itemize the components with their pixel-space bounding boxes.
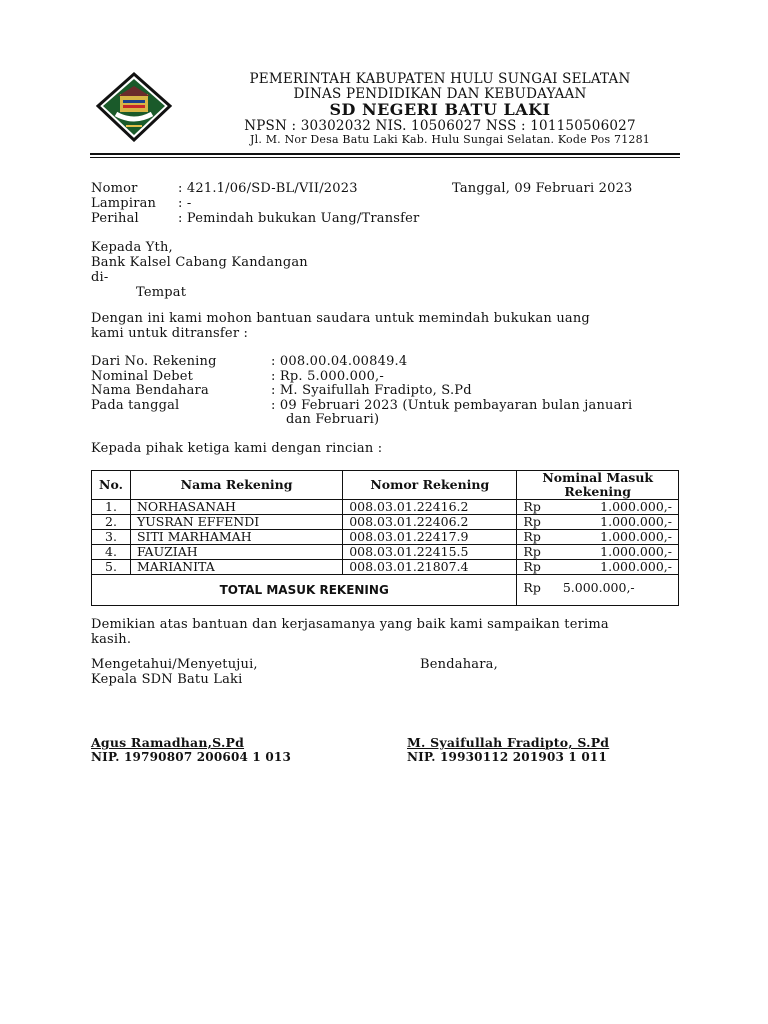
row-no: 5. (92, 560, 131, 575)
kop-line-agency: DINAS PENDIDIKAN DAN KEBUDAYAAN (293, 86, 587, 102)
right-signer-role: Bendahara, (420, 657, 498, 672)
detail-label: Nama Bendahara (91, 383, 209, 398)
table-header-row (92, 471, 679, 500)
row-no: 4. (92, 545, 131, 560)
letter-date: Tanggal, 09 Februari 2023 (452, 181, 633, 196)
table-intro: Kepada pihak ketiga kami dengan rincian : (91, 441, 383, 456)
total-currency: Rp (523, 580, 541, 595)
row-no: 2. (92, 515, 131, 530)
detail-value-continued: dan Februari) (286, 412, 380, 427)
lampiran-value: : - (178, 196, 192, 211)
table-total-row (92, 575, 679, 606)
detail-value: : M. Syaifullah Fradipto, S.Pd (271, 383, 472, 398)
total-value: 5.000.000,- (562, 580, 635, 595)
detail-label: Nominal Debet (91, 369, 194, 384)
right-signer-name: M. Syaifullah Fradipto, S.Pd (407, 735, 610, 750)
left-signer-name: Agus Ramadhan,S.Pd (91, 735, 245, 750)
row-nomor: 008.03.01.22415.5 (343, 545, 517, 560)
kop-school-ids: NPSN : 30302032 NIS. 10506027 NSS : 101150506027 (244, 118, 636, 134)
intro-line-2: kami untuk ditransfer : (91, 326, 249, 341)
row-nama: NORHASANAH (130, 500, 342, 515)
kop-address: Jl. M. Nor Desa Batu Laki Kab. Hulu Sungai Selatan. Kode Pos 71281 (250, 133, 650, 146)
recipient-di: di- (91, 270, 109, 285)
kop-divider-thick (90, 153, 680, 155)
recipient-tempat: Tempat (136, 285, 187, 300)
row-nominal: 1.000.000,- (600, 559, 672, 574)
perihal-label: Perihal (91, 211, 139, 226)
row-nominal: 1.000.000,- (600, 544, 672, 559)
perihal-value: : Pemindah bukukan Uang/Transfer (178, 211, 420, 226)
left-signer-nip: NIP. 19790807 200604 1 013 (91, 750, 292, 764)
row-nama: SITI MARHAMAH (130, 530, 342, 545)
regency-logo (96, 72, 172, 142)
row-nomor: 008.03.01.21807.4 (343, 560, 517, 575)
header-nominal: Nominal Masuk Rekening (517, 471, 679, 500)
table-row (92, 545, 679, 560)
intro-line-1: Dengan ini kami mohon bantuan saudara untuk memindah bukukan uang (91, 311, 590, 326)
table-row (92, 560, 679, 575)
row-nominal-cell (517, 515, 679, 530)
row-no: 1. (92, 500, 131, 515)
total-label: TOTAL MASUK REKENING (92, 575, 517, 606)
row-nama: YUSRAN EFFENDI (130, 515, 342, 530)
row-no: 3. (92, 530, 131, 545)
recipient-bank: Bank Kalsel Cabang Kandangan (91, 255, 308, 270)
row-nominal-cell (517, 560, 679, 575)
nomor-label: Nomor (91, 181, 138, 196)
table-row (92, 515, 679, 530)
recipient-greeting: Kepada Yth, (91, 240, 173, 255)
left-signer-title: Kepala SDN Batu Laki (91, 672, 243, 687)
detail-value: : Rp. 5.000.000,- (271, 369, 384, 384)
lampiran-label: Lampiran (91, 196, 157, 211)
table-row (92, 500, 679, 515)
row-nomor: 008.03.01.22406.2 (343, 515, 517, 530)
right-signer-nip: NIP. 19930112 201903 1 011 (407, 750, 608, 764)
table-row (92, 530, 679, 545)
detail-value: : 008.00.04.00849.4 (271, 354, 408, 369)
closing-line-1: Demikian atas bantuan dan kerjasamanya yang baik kami sampaikan terima (91, 617, 609, 632)
kop-school-name: SD NEGERI BATU LAKI (329, 100, 551, 119)
row-nama: FAUZIAH (130, 545, 342, 560)
kop-divider-thin (90, 157, 680, 158)
row-nomor: 008.03.01.22416.2 (343, 500, 517, 515)
total-cell (517, 575, 679, 606)
row-nominal-cell (517, 530, 679, 545)
row-nominal: 1.000.000,- (600, 514, 672, 529)
row-nominal: 1.000.000,- (600, 529, 672, 544)
header-no: No. (92, 471, 131, 500)
row-nominal: 1.000.000,- (600, 499, 672, 514)
row-currency: Rp (523, 499, 541, 514)
header-nama: Nama Rekening (130, 471, 342, 500)
row-currency: Rp (523, 544, 541, 559)
row-currency: Rp (523, 559, 541, 574)
transfer-table (91, 470, 679, 606)
closing-line-2: kasih. (91, 632, 132, 647)
detail-label: Dari No. Rekening (91, 354, 217, 369)
detail-label: Pada tanggal (91, 398, 180, 413)
row-nominal-cell (517, 545, 679, 560)
left-signer-role: Mengetahui/Menyetujui, (91, 657, 258, 672)
row-nominal-cell (517, 500, 679, 515)
nomor-value: : 421.1/06/SD-BL/VII/2023 (178, 181, 358, 196)
header-nomor: Nomor Rekening (343, 471, 517, 500)
row-currency: Rp (523, 529, 541, 544)
row-nama: MARIANITA (130, 560, 342, 575)
row-nomor: 008.03.01.22417.9 (343, 530, 517, 545)
kop-line-government: PEMERINTAH KABUPATEN HULU SUNGAI SELATAN (249, 71, 631, 87)
row-currency: Rp (523, 514, 541, 529)
detail-value: : 09 Februari 2023 (Untuk pembayaran bulan januari (271, 398, 633, 413)
